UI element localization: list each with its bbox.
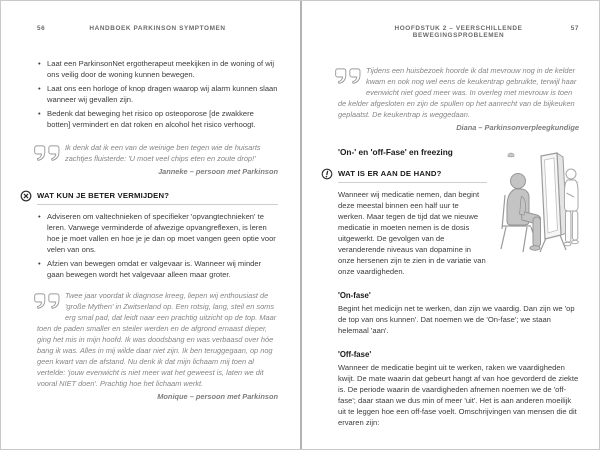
- subheading-off-fase: 'Off-fase': [338, 350, 372, 359]
- quote-block: [37, 142, 278, 177]
- running-head: HOOFDSTUK 2 – VEERSCHILLENDE BEWEGINGSPROBLEMEN: [394, 25, 523, 39]
- list-item: • Laat een ParkinsonNet ergotherapeut meekijken in de woning of wij ons veilig door de woning kunnen bewegen.: [37, 58, 278, 80]
- list-item: • Bedenk dat beweging het risico op osteoporose [de zwakkere botten] vermindert en dat roken en alcohol het risico verhoogt.: [37, 108, 278, 130]
- exclamation-circle-icon: [321, 168, 333, 180]
- quote-attribution: Janneke – persoon met Parkinson: [158, 167, 278, 176]
- quote-attribution: Monique – persoon met Parkinson: [157, 392, 278, 401]
- section-heading-avoid: [37, 191, 278, 205]
- quote-attribution: Diana – Parkinsonverpleegkundige: [456, 123, 579, 132]
- section-heading-hand: [338, 169, 487, 183]
- page-number: 57: [570, 25, 579, 32]
- small-object: [508, 153, 515, 157]
- running-head: HANDBOEK PARKINSON SYMPTOMEN: [89, 25, 226, 32]
- avoid-list: [37, 211, 278, 280]
- quote-marks-icon: [34, 291, 61, 313]
- paragraph: Wanneer de medicatie begint uit te werken, raken we vaardigheden kwijt. De mate waarin dat gebeurt hangt af van hoe gevorderd de ziekte is. De periode waarin de vaardigheden afnemen noemen we de 'off-fase'; daar staan we dus min of meer 'uit'. Het is aan anderen moeilijk uit te leggen hoe een off-fase voelt. Omschrijvingen van mensen die dit ervaren zijn:: [338, 363, 579, 427]
- x-circle-icon: [20, 190, 32, 202]
- list-item: • Laat ons een horloge of knop dragen waarop wij alarm kunnen slaan wanneer wij gevallen zijn.: [37, 83, 278, 105]
- quote-marks-icon: [335, 66, 362, 88]
- subheading-on-fase: 'On-fase': [338, 291, 371, 300]
- page-header-left: [37, 25, 278, 32]
- mirror-illustration: [495, 149, 579, 257]
- page-right: [302, 1, 600, 450]
- paragraph: Wanneer wij medicatie nemen, dan begint deze meestal binnen een half uur te werken. Maar tegen de tijd dat we nieuwe medicatie in moeten nemen is de dosis uitgewerkt. De gevolgen van de veranderende niveaus van dopamine in onze hersenen zijn te zien in de variatie van onze vaardigheden.: [338, 190, 486, 276]
- section-heading-label: WAT IS ER AAN DE HAND?: [338, 169, 442, 178]
- paragraph: Begint het medicijn net te werken, dan zijn we vaardig. Dan zijn we 'op de top van ons kunnen'. Dat noemen we de 'On-fase'; we staan helemaal 'aan'.: [338, 304, 575, 335]
- page-number: 56: [37, 25, 46, 32]
- quote-block: [338, 65, 579, 133]
- list-item: • Adviseren om valtechnieken of specifieker 'opvangtechnieken' te leren. Vanwege verminderde of afwezige opvangreflexen, is leren hoe je moet vallen en hoe je je dan op moet vangen geen optie voor velen van ons.: [37, 211, 278, 255]
- list-item: • Afzien van bewegen omdat er valgevaar is. Wanneer wij minder gaan bewegen wordt het valgevaar alleen maar groter.: [37, 258, 278, 280]
- quote-marks-icon: [34, 143, 61, 165]
- section-heading-label: WAT KUN JE BETER VERMIJDEN?: [37, 191, 170, 200]
- page-left: [1, 1, 300, 450]
- chapter-title: 'On-' en 'off-Fase' en freezing: [338, 147, 453, 157]
- page-header-right: [338, 25, 579, 39]
- quote-text: Tijdens een huisbezoek hoorde ik dat mevrouw nog in de kelder kwam en ook nog wel eens de keukentrap gebruikte, terwijl haar evenwicht niet goed meer was. In overleg met mevrouw is toen de kelder afgesloten en zijn de spullen op het aanrecht van de bijkeuken geplaatst. De keukentrap is weggedaan.: [338, 66, 577, 119]
- quote-block: [37, 290, 278, 402]
- quote-text: Ik denk dat ik een van de weinige ben tegen wie de huisarts zachtjes fluisterde: 'U moet veel chips eten en zoute drop!': [65, 143, 261, 163]
- advice-list: [37, 58, 278, 130]
- quote-text: Twee jaar voordat ik diagnose kreeg, liepen wij enthousiast de 'große Mythen' in Zwitserland op. Een rotsig, lang, steil en soms erg smal pad, dat leidt naar een prachtig uitzicht op de top. Maar toen de paden smaller en steiler werden en de afgrond ernaast dieper, ging het mis in mijn hoofd. Ik was doodsbang en was verbaasd over hóe bang ik was. Alles in mij wilde daar niet zijn. Ik ben teruggegaan, op nog geen kwart van de afstand. Nu denk ik dat mijn lichaam mij toen al vertelde: 'jouw evenwicht is niet meer wat het geweest is, laten we dit vooral NIET doen'. Prachtig hoe het lichaam werkt.: [37, 291, 277, 388]
